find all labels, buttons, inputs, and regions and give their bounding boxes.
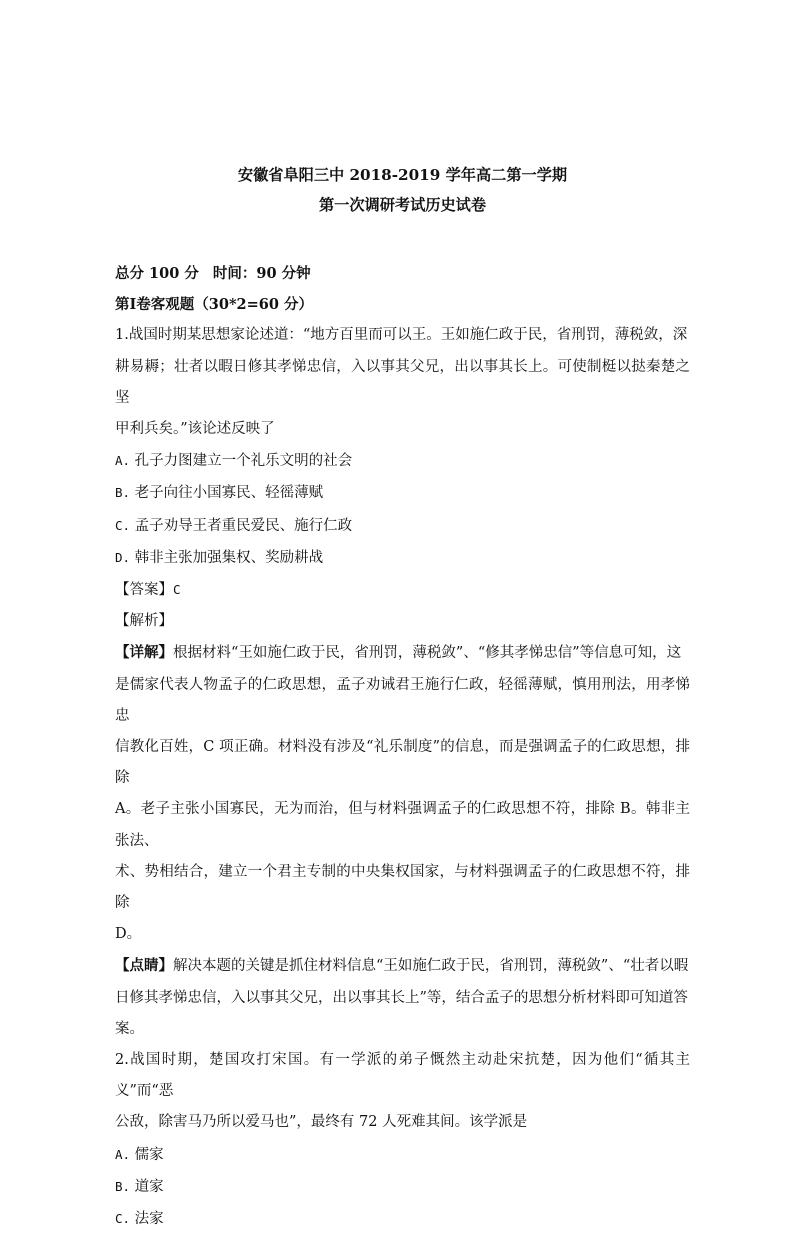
document-content xyxy=(115,160,690,1235)
question-1-detail-line: 是儒家代表人物孟子的仁政思想，孟子劝诫君王施行仁政，轻徭薄赋，慎用刑法，用孝悌忠 xyxy=(115,676,690,724)
question-2 xyxy=(115,1045,690,1235)
option-text: 孟子劝导王者重民爱民、施行仁政 xyxy=(134,517,353,534)
option-letter: B. xyxy=(115,1178,131,1194)
answer-value: C xyxy=(173,582,181,598)
question-2-option-b xyxy=(115,1171,690,1203)
question-1-answer xyxy=(115,574,690,606)
option-text: 儒家 xyxy=(134,1146,164,1163)
exam-time: 时间：90 分钟 xyxy=(212,265,311,282)
option-letter: C. xyxy=(115,517,131,533)
question-1-detail-line: D。 xyxy=(115,926,142,943)
question-1-option-b xyxy=(115,477,690,509)
question-2-stem-line: 2.战国时期，楚国攻打宋国。有一学派的弟子慨然主动赴宋抗楚，因为他们“循其主义”而“恶 xyxy=(115,1052,690,1100)
question-1-analysis-label: 【解析】 xyxy=(115,613,173,630)
question-1-detail-line: A。老子主张小国寡民，无为而治，但与材料强调孟子的仁政思想不符，排除 B。韩非主张法、 xyxy=(115,801,690,849)
question-1-detail-line xyxy=(115,637,690,669)
detail-label: 【详解】 xyxy=(115,644,173,662)
option-text: 法家 xyxy=(134,1211,164,1228)
point-text: 解决本题的关键是抓住材料信息“王如施仁政于民，省刑罚，薄税敛”、“壮者以暇 xyxy=(173,958,689,975)
question-1-stem-line: 甲利兵矣。”该论述反映了 xyxy=(115,421,275,438)
exam-title-line1: 安徽省阜阳三中 2018-2019 学年高二第一学期 xyxy=(237,166,568,184)
question-1-point-line xyxy=(115,950,690,982)
option-letter: C. xyxy=(115,1211,131,1227)
section-heading: 第Ⅰ卷客观题（30*2=60 分） xyxy=(115,296,314,314)
option-text: 老子向往小国寡民、轻徭薄赋 xyxy=(134,485,324,502)
question-1-stem-line: 耕易耨；壮者以暇日修其孝悌忠信，入以事其父兄，出以事其长上。可使制梃以挞秦楚之坚 xyxy=(115,358,690,406)
option-letter: D. xyxy=(115,549,131,565)
detail-text: 根据材料“王如施仁政于民，省刑罚，薄税敛”、“修其孝悌忠信”等信息可知，这 xyxy=(173,645,682,662)
question-1-point-line: 案。 xyxy=(115,1020,144,1037)
question-1-point-line: 日修其孝悌忠信，入以事其父兄，出以事其长上”等，结合孟子的思想分析材料即可知道答 xyxy=(115,989,688,1006)
answer-label: 【答案】 xyxy=(115,582,173,599)
option-letter: A. xyxy=(115,453,131,469)
question-1-detail-line: 术、势相结合，建立一个君主专制的中央集权国家，与材料强调孟子的仁政思想不符，排除 xyxy=(115,863,690,912)
question-2-option-c xyxy=(115,1203,690,1235)
question-1 xyxy=(115,320,690,1045)
title-spacer xyxy=(115,220,690,258)
exam-score: 总分 100 分 xyxy=(115,265,199,282)
point-label: 【点睛】 xyxy=(115,957,173,975)
question-1-option-c xyxy=(115,510,690,542)
question-1-detail-line: 信教化百姓，C 项正确。材料没有涉及“礼乐制度”的信息，而是强调孟子的仁政思想，排除 xyxy=(115,739,690,787)
question-2-option-a xyxy=(115,1139,690,1171)
option-letter: A. xyxy=(115,1146,131,1162)
question-1-stem-line: 1.战国时期某思想家论述道：“地方百里而可以王。王如施仁政于民，省刑罚，薄税敛，深 xyxy=(115,327,688,344)
option-text: 韩非主张加强集权、奖励耕战 xyxy=(134,549,324,566)
exam-info xyxy=(115,258,690,289)
question-1-option-d xyxy=(115,542,690,574)
question-2-stem-line: 公敌，除害马乃所以爱马也”，最终有 72 人死难其间。该学派是 xyxy=(115,1114,528,1131)
option-text: 道家 xyxy=(134,1178,164,1195)
question-1-option-a xyxy=(115,445,690,477)
exam-title-line2: 第一次调研考试历史试卷 xyxy=(318,196,487,214)
option-letter: B. xyxy=(115,485,131,501)
option-text: 孔子力图建立一个礼乐文明的社会 xyxy=(134,453,353,470)
